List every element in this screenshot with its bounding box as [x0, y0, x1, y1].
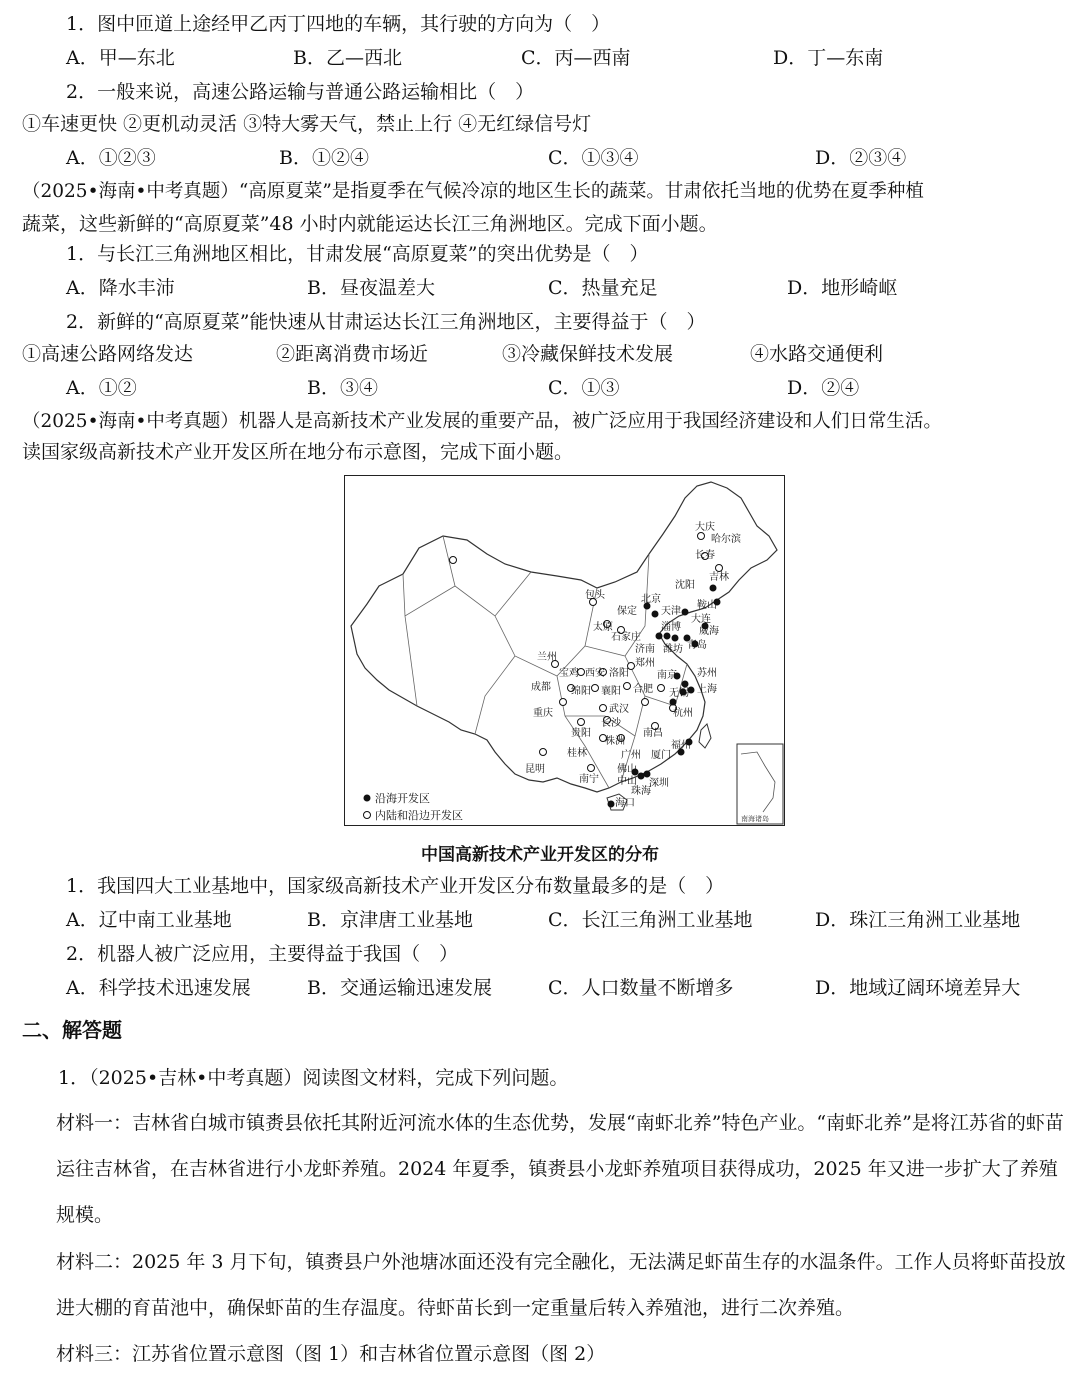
- city-label: 保定: [617, 606, 637, 617]
- china-hightech-zone-map: [344, 475, 785, 826]
- city-label: 长沙: [601, 718, 621, 729]
- option-d: D．②③④: [815, 147, 907, 169]
- taiwan-island: [699, 724, 711, 748]
- city-label: 佛山: [617, 764, 637, 775]
- city-label: 包头: [585, 590, 605, 601]
- option-d: D．珠江三角洲工业基地: [815, 909, 1021, 931]
- option-c: C．热量充足: [548, 277, 658, 299]
- question-stem: 2．机器人被广泛应用，主要得益于我国（ ）: [66, 943, 459, 965]
- statement: ③冷藏保鲜技术发展: [502, 343, 674, 365]
- city-label: 合肥: [633, 684, 653, 695]
- city-label: 广州: [621, 750, 641, 761]
- map-legend: [364, 791, 464, 822]
- city-label: 济南: [635, 644, 655, 655]
- option-b: B．交通运输迅速发展: [307, 977, 492, 999]
- legend-inland-label: 内陆和沿边开发区: [375, 809, 463, 822]
- city-label: 株洲: [605, 736, 625, 747]
- question-stem: 2．新鲜的“高原夏菜”能快速从甘肃运达长江三角洲地区，主要得益于（ ）: [66, 311, 706, 333]
- legend-inland-marker: [364, 812, 371, 819]
- option-a: A．辽中南工业基地: [66, 909, 232, 931]
- option-d: D．丁—东南: [773, 47, 884, 69]
- city-label: 郑州: [635, 658, 655, 669]
- option-d: D．②④: [787, 377, 860, 399]
- city-label: 武汉: [609, 704, 629, 715]
- city-label: 北京: [641, 594, 661, 605]
- option-c: C．长江三角洲工业基地: [548, 909, 753, 931]
- city-label: 淄博: [661, 622, 681, 633]
- statement-list: ①车速更快 ②更机动灵活 ③特大雾天气，禁止上行 ④无红绿信号灯: [22, 113, 592, 135]
- city-label: 上海: [697, 684, 717, 695]
- city-label: 西安: [585, 668, 605, 679]
- south-china-sea-inset: [737, 744, 783, 824]
- option-c: C．①③: [548, 377, 620, 399]
- passage-intro: （2025•海南•中考真题）“高原夏菜”是指夏季在气候冷凉的地区生长的蔬菜。甘肃依托当地的优势在夏季种植: [22, 181, 924, 202]
- question-intro: 1．（2025•吉林•中考真题）阅读图文材料，完成下列问题。: [58, 1067, 569, 1089]
- material-three: 材料三：江苏省位置示意图（图 1）和吉林省位置示意图（图 2）: [56, 1343, 606, 1365]
- city-label: 贵阳: [571, 728, 591, 739]
- city-label: 兰州: [537, 652, 557, 663]
- passage-intro: 读国家级高新技术产业开发区所在地分布示意图，完成下面小题。: [22, 441, 574, 463]
- city-label: 沈阳: [675, 580, 695, 591]
- option-b: B．③④: [307, 377, 378, 399]
- option-c: C．①③④: [548, 147, 639, 169]
- question-stem: 1．图中匝道上途经甲乙丙丁四地的车辆，其行驶的方向为（ ）: [66, 13, 611, 35]
- city-label: 桂林: [567, 748, 587, 759]
- inset-label: 南海诸岛: [741, 815, 769, 823]
- question-stem: 1．与长江三角洲地区相比，甘肃发展“高原夏菜”的突出优势是（ ）: [66, 243, 649, 265]
- option-b: B．京津唐工业基地: [307, 909, 473, 931]
- option-d: D．地形崎岖: [787, 277, 898, 299]
- city-label: 福州: [671, 740, 691, 751]
- city-label: 南宁: [579, 774, 599, 785]
- city-label: 南京: [657, 670, 677, 681]
- statement: ①高速公路网络发达: [22, 343, 194, 365]
- city-label: 洛阳: [609, 668, 629, 679]
- question-stem: 1．我国四大工业基地中，国家级高新技术产业开发区分布数量最多的是（ ）: [66, 875, 725, 897]
- option-b: B．昼夜温差大: [307, 277, 435, 299]
- question-stem: 2．一般来说，高速公路运输与普通公路运输相比（ ）: [66, 81, 535, 103]
- city-label: 昆明: [525, 764, 545, 775]
- city-label: 青岛: [687, 640, 707, 651]
- city-label: 杭州: [673, 708, 693, 719]
- city-label: 大庆: [695, 522, 715, 533]
- passage-intro: 蔬菜，这些新鲜的“高原夏菜”48 小时内就能运达长江三角洲地区。完成下面小题。: [22, 213, 718, 235]
- legend-coastal-label: 沿海开发区: [375, 792, 430, 805]
- city-label: 成都: [531, 682, 551, 693]
- city-label: 襄阳: [601, 686, 621, 697]
- city-label: 威海: [699, 626, 719, 637]
- section-heading: 二、解答题: [22, 1018, 122, 1042]
- city-label: 厦门: [651, 750, 671, 761]
- map-svg: [345, 476, 786, 827]
- material-two: 材料二：2025 年 3 月下旬，镇赉县户外池塘冰面还没有完全融化，无法满足虾苗生存的水温条件。工作人员将虾苗投放进大棚的育苗池中，确保虾苗的生存温度。待虾苗长到一定重量后转入养殖池，进行二次养殖。: [56, 1251, 1066, 1319]
- city-label: 鞍山: [697, 600, 717, 611]
- passage-intro: （2025•海南•中考真题）机器人是高新技术产业发展的重要产品，被广泛应用于我国经济建设和人们日常生活。: [22, 411, 942, 432]
- city-label: 无锡: [669, 688, 689, 699]
- option-d: D．地域辽阔环境差异大: [815, 977, 1021, 999]
- statement: ②距离消费市场近: [276, 343, 429, 365]
- city-label: 深圳: [649, 778, 669, 789]
- city-label: 苏州: [697, 668, 717, 679]
- city-label: 石家庄: [611, 632, 641, 643]
- option-a: A．甲—东北: [66, 47, 175, 69]
- city-label: 吉林: [709, 572, 729, 583]
- city-label: 天津: [661, 606, 681, 617]
- legend-coastal-marker: [364, 795, 371, 802]
- city-label: 长春: [695, 550, 715, 561]
- city-label: 哈尔滨: [711, 534, 741, 545]
- map-caption: 中国高新技术产业开发区的分布: [421, 845, 659, 865]
- city-label: 中山: [617, 776, 637, 787]
- option-c: C．丙—西南: [521, 47, 631, 69]
- option-a: A．①②: [66, 377, 137, 399]
- option-c: C．人口数量不断增多: [548, 977, 734, 999]
- option-b: B．①②④: [279, 147, 369, 169]
- city-label: 南昌: [643, 728, 663, 739]
- city-label: 绵阳: [571, 686, 591, 697]
- option-a: A．①②③: [66, 147, 156, 169]
- material-one: 材料一：吉林省白城市镇赉县依托其附近河流水体的生态优势，发展“南虾北养”特色产业。“南虾北养”是将江苏省的虾苗运往吉林省，在吉林省进行小龙虾养殖。2024 年夏季，镇赉县小龙虾养殖项目获得成功，2025 年又进一步扩大了养殖规模。: [56, 1112, 1064, 1226]
- option-b: B．乙—西北: [293, 47, 402, 69]
- city-label: 重庆: [533, 708, 553, 719]
- city-label: 宝鸡: [559, 668, 579, 679]
- option-a: A．科学技术迅速发展: [66, 977, 251, 999]
- city-label: 珠海: [631, 786, 651, 797]
- city-label: 潍坊: [663, 644, 683, 655]
- city-label: 海口: [615, 798, 635, 809]
- option-a: A．降水丰沛: [66, 277, 175, 299]
- city-label: 大连: [691, 614, 711, 625]
- city-label: 太原: [593, 622, 613, 633]
- statement: ④水路交通便利: [750, 343, 884, 365]
